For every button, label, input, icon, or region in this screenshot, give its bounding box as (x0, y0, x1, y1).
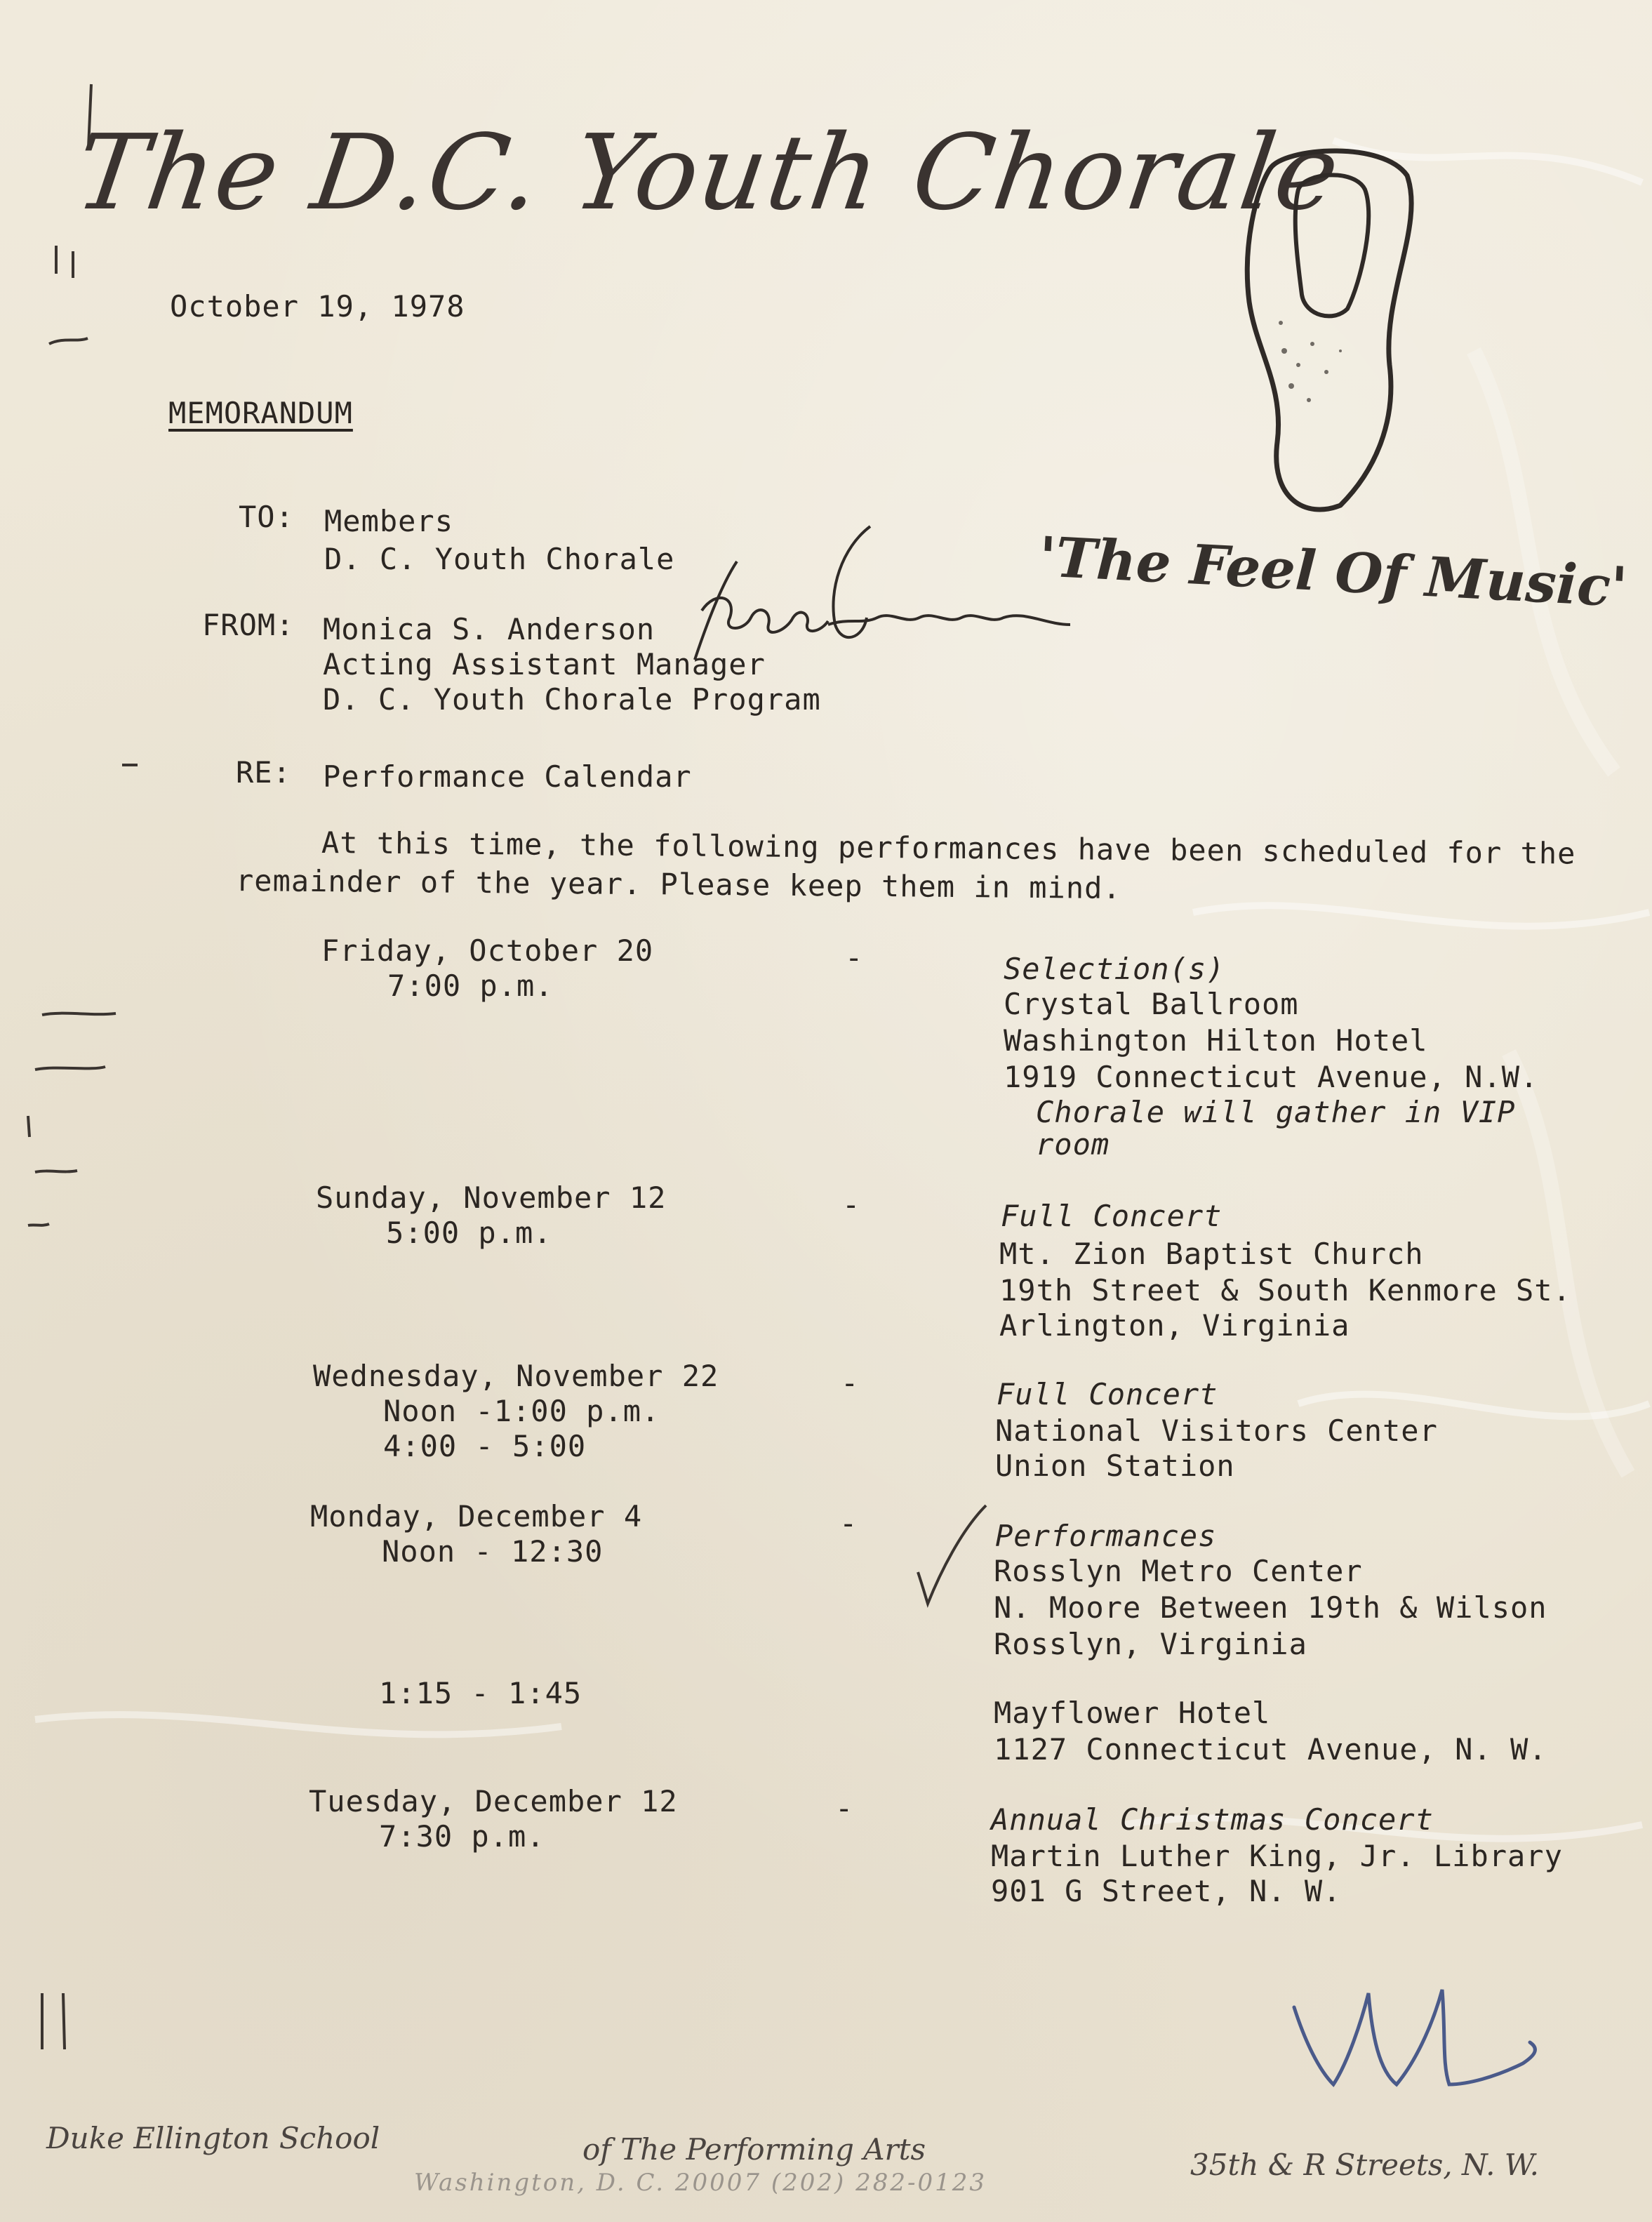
event-2-venue-1: Mt. Zion Baptist Church (999, 1237, 1424, 1271)
re-text: Performance Calendar (323, 759, 692, 794)
event-1-note-2: room (1036, 1127, 1110, 1162)
event-2-time: 5:00 p.m. (386, 1216, 552, 1250)
footer-right: 35th & R Streets, N. W. (1190, 2148, 1539, 2182)
event-2-venue-2: 19th Street & South Kenmore St. (999, 1273, 1571, 1308)
checkmark-icon (912, 1502, 990, 1607)
event-2-separator: - (842, 1187, 860, 1222)
event-6-separator: - (835, 1791, 853, 1825)
event-3-separator: - (841, 1366, 859, 1400)
event-1-type: Selection(s) (1004, 952, 1225, 986)
intro-line-2: remainder of the year. Please keep them in mind. (235, 863, 1121, 906)
event-3-date: Wednesday, November 22 (313, 1359, 719, 1393)
handwritten-signature-icon (681, 519, 1074, 674)
event-2-type: Full Concert (1001, 1199, 1223, 1233)
event-1-note-1: Chorale will gather in VIP (1036, 1095, 1516, 1129)
event-1-date: Friday, October 20 (321, 933, 654, 968)
memo-heading: MEMORANDUM (168, 396, 353, 430)
from-line-1: Monica S. Anderson (323, 612, 655, 646)
from-label: FROM: (202, 608, 295, 642)
event-6-date: Tuesday, December 12 (309, 1784, 678, 1818)
event-4-date: Monday, December 4 (310, 1499, 643, 1534)
event-2-date: Sunday, November 12 (316, 1180, 667, 1215)
event-1-time: 7:00 p.m. (387, 969, 554, 1003)
event-3-venue-2: Union Station (995, 1449, 1235, 1483)
scan-artifacts (0, 0, 168, 2105)
from-line-3: D. C. Youth Chorale Program (323, 682, 821, 717)
event-4-type: Performances (995, 1519, 1217, 1553)
event-5-venue-1: Mayflower Hotel (994, 1696, 1271, 1730)
event-4-time: Noon - 12:30 (382, 1534, 604, 1569)
to-label: TO: (239, 500, 294, 534)
event-5-time: 1:15 - 1:45 (379, 1676, 582, 1710)
event-2-venue-3: Arlington, Virginia (999, 1308, 1350, 1343)
event-6-time: 7:30 p.m. (379, 1819, 545, 1854)
footer-left: Duke Ellington School (46, 2121, 380, 2155)
letterhead-tagline: 'The Feel Of Music' (1037, 525, 1629, 620)
event-4-separator: - (839, 1506, 858, 1541)
to-line-1: Members (324, 504, 454, 538)
event-6-venue-2: 901 G Street, N. W. (991, 1874, 1342, 1908)
hand-logo-icon (1242, 140, 1425, 519)
event-4-venue-2: N. Moore Between 19th & Wilson (994, 1590, 1547, 1625)
letterhead-title: The D.C. Youth Chorale (68, 112, 1347, 233)
event-1-venue-3: 1919 Connecticut Avenue, N.W. (1004, 1060, 1539, 1094)
event-3-type: Full Concert (997, 1377, 1218, 1411)
event-6-type: Annual Christmas Concert (991, 1802, 1434, 1837)
memo-date: October 19, 1978 (170, 289, 465, 324)
event-1-venue-2: Washington Hilton Hotel (1004, 1023, 1428, 1058)
intro-line-1: At this time, the following performances have been scheduled for the (321, 825, 1576, 871)
event-1-venue-1: Crystal Ballroom (1004, 987, 1299, 1021)
event-3-venue-1: National Visitors Center (995, 1413, 1438, 1448)
event-4-venue-1: Rosslyn Metro Center (994, 1554, 1363, 1588)
footer-center: of The Performing Arts (582, 2132, 926, 2167)
event-4-venue-3: Rosslyn, Virginia (994, 1627, 1307, 1661)
to-line-2: D. C. Youth Chorale (324, 542, 675, 576)
event-3-time-2: 4:00 - 5:00 (383, 1429, 587, 1463)
event-6-venue-1: Martin Luther King, Jr. Library (991, 1839, 1563, 1873)
event-1-separator: - (845, 940, 863, 975)
event-5-venue-2: 1127 Connecticut Avenue, N. W. (994, 1732, 1547, 1767)
footer-center-faint: Washington, D. C. 20007 (202) 282-0123 (414, 2169, 987, 2197)
from-line-2: Acting Assistant Manager (323, 647, 766, 681)
handwritten-initials-icon (1291, 1979, 1544, 2098)
event-3-time-1: Noon -1:00 p.m. (383, 1394, 660, 1428)
re-label: RE: (236, 755, 291, 790)
